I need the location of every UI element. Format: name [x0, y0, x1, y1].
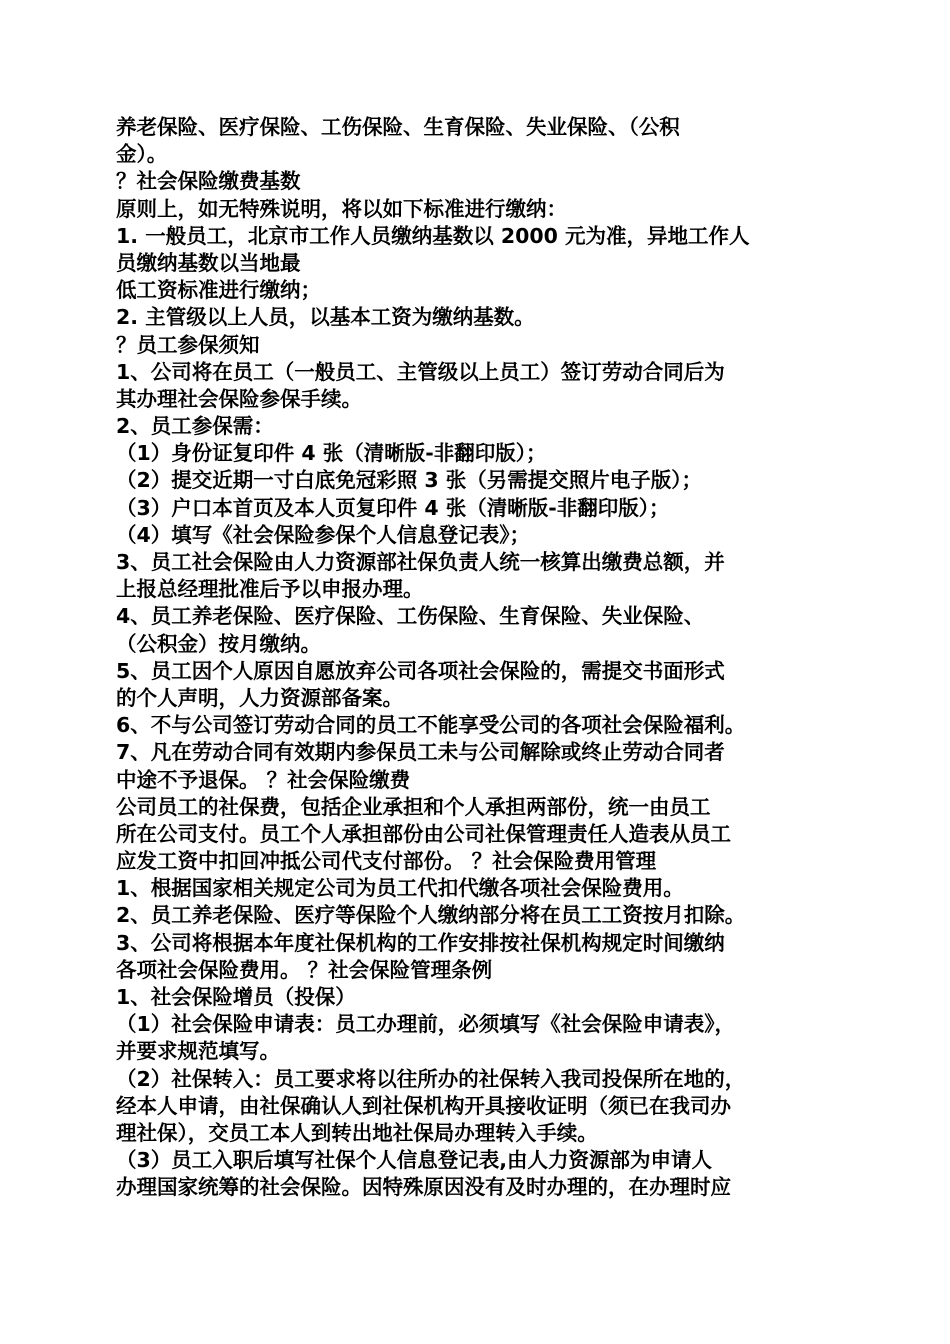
text-line: 并要求规范填写。 [116, 1039, 280, 1064]
text-line: 应发工资中扣回冲抵公司代支付部份。 ？社会保险费用管理 [116, 849, 657, 874]
text-line: 1、根据国家相关规定公司为员工代扣代缴各项社会保险费用。 [116, 876, 684, 901]
list-item: （1）社会保险申请表：员工办理前，必须填写《社会保险申请表》， [116, 1012, 736, 1037]
text-line: 1、公司将在员工（一般员工、主管级以上员工）签订劳动合同后为 [116, 359, 725, 384]
text-line: 2. 主管级以上人员，以基本工资为缴纳基数。 [116, 305, 535, 330]
text-line: 6、不与公司签订劳动合同的员工不能享受公司的各项社会保险福利。 [116, 713, 746, 738]
text-line: 2、员工参保需： [116, 414, 274, 439]
list-item: （1）身份证复印件 4 张（清晰版-非翻印版）； [116, 441, 547, 466]
text-line: 3、员工社会保险由人力资源部社保负责人统一核算出缴费总额，并 [116, 550, 725, 574]
text-line: 金）。 [116, 142, 168, 167]
text-line: 各项社会保险费用。 ？社会保险管理条例 [116, 957, 493, 982]
text-line: 员缴纳基数以当地最 [116, 250, 301, 275]
section-heading: ？员工参保须知 [116, 332, 260, 357]
text-line: 理社保），交员工本人到转出地社保局办理转入手续。 [116, 1120, 598, 1145]
document-body [116, 114, 846, 1202]
list-item: （2）提交近期一寸白底免冠彩照 3 张（另需提交照片电子版）； [116, 468, 703, 493]
text-line: 3、公司将根据本年度社保机构的工作安排按社保机构规定时间缴纳 [116, 930, 725, 955]
text-line: 5、员工因个人原因自愿放弃公司各项社会保险的，需提交书面形式 [116, 658, 725, 683]
text-line: 的个人声明，人力资源部备案。 [116, 685, 403, 710]
list-item: （3）户口本首页及本人页复印件 4 张（清晰版-非翻印版）； [116, 495, 670, 520]
text-line: （公积金）按月缴纳。 [116, 631, 321, 656]
text-line: 所在公司支付。员工个人承担部份由公司社保管理责任人造表从员工 [116, 821, 731, 846]
list-item: （2）社保转入：员工要求将以往所办的社保转入我司投保所在地的， [116, 1066, 746, 1091]
section-heading: ？社会保险缴费基数 [116, 169, 301, 194]
text-line: 2、员工养老保险、医疗等保险个人缴纳部分将在员工工资按月扣除。 [116, 903, 746, 928]
text-line: 办理国家统筹的社会保险。因特殊原因没有及时办理的，在办理时应 [116, 1175, 731, 1200]
list-item: （4）填写《社会保险参保个人信息登记表》； [116, 522, 531, 547]
text-line: 低工资标准进行缴纳； [116, 278, 321, 303]
text-line: 7、凡在劳动合同有效期内参保员工未与公司解除或终止劳动合同者 [116, 740, 725, 765]
text-line: 公司员工的社保费，包括企业承担和个人承担两部份，统一由员工 [116, 794, 711, 819]
text-line: 经本人申请，由社保确认人到社保机构开具接收证明（须已在我司办 [116, 1093, 731, 1118]
text-line: 养老保险、医疗保险、工伤保险、生育保险、失业保险、（公积 [116, 115, 680, 139]
text-line: 上报总经理批准后予以申报办理。 [116, 577, 424, 602]
text-line: 原则上，如无特殊说明，将以如下标准进行缴纳： [116, 196, 567, 221]
text-line: 4、员工养老保险、医疗保险、工伤保险、生育保险、失业保险、 [116, 604, 705, 629]
text-line: 1、社会保险增员（投保） [116, 985, 356, 1009]
text-line: 1. 一般员工，北京市工作人员缴纳基数以 2000 元为准，异地工作人 [116, 223, 750, 248]
list-item: （3）员工入职后填写社保个人信息登记表,由人力资源部为申请人 [116, 1148, 713, 1173]
text-line: 中途不予退保。 ？社会保险缴费 [116, 767, 411, 792]
text-line: 其办理社会保险参保手续。 [116, 386, 362, 411]
